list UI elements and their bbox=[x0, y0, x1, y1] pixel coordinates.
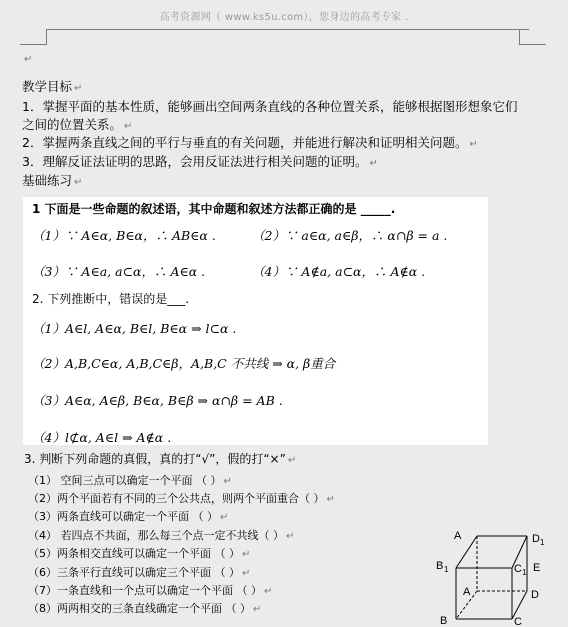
judge-item-7 bbox=[28, 582, 272, 598]
paragraph-mark: ↵ bbox=[286, 531, 295, 542]
judge-item-5 bbox=[28, 545, 250, 561]
paragraph-mark: ↵ bbox=[242, 568, 251, 579]
q1-option-4: （4）∵ A∉a, a⊂α，∴ A∉α . bbox=[252, 264, 426, 279]
judge-item-text: （3）两条直线可以确定一个平面 （ ） bbox=[28, 510, 218, 523]
judge-item-text: （7）一条直线和一个点可以确定一个平面 （ ） bbox=[28, 584, 262, 597]
label-a1: A bbox=[454, 530, 462, 542]
paragraph-mark: ↵ bbox=[287, 455, 297, 466]
paragraph-mark: ↵ bbox=[74, 83, 83, 94]
document-header: 高考资源网（ www.ks5u.com），您身边的高考专家 . bbox=[159, 12, 409, 23]
label-d1-sub: 1 bbox=[540, 538, 545, 547]
objective-1-line-2-text: 之间的位置关系。 bbox=[22, 117, 123, 132]
q1-option-3: （3）∵ A∈a, a⊂α，∴ A∈α . bbox=[32, 264, 206, 279]
label-c1: C bbox=[514, 563, 522, 575]
label-b1-sub: 1 bbox=[444, 565, 449, 574]
label-a: A bbox=[463, 586, 471, 598]
objective-1-line-1: 1．掌握平面的基本性质，能够画出空间两条直线的各种位置关系，能够根据图形想象它们 bbox=[22, 99, 518, 114]
label-b1: B bbox=[436, 560, 444, 572]
q1-stem: 1 下面是一些命题的叙述语，其中命题和叙述方法都正确的是 _____. bbox=[32, 202, 396, 216]
paragraph-mark: ↵ bbox=[264, 586, 273, 597]
judge-item-text: （4） 若四点不共面，那么每三个点一定不共线（ ） bbox=[28, 529, 284, 542]
paragraph-mark: ↵ bbox=[242, 549, 251, 560]
judge-item-text: （1） 空间三点可以确定一个平面 （ ） bbox=[28, 474, 222, 487]
q2-option-2: （2）A,B,C∈α, A,B,C∈β，A,B,C 不共线 ⇒ α, β重合 bbox=[32, 356, 336, 371]
judge-item-4 bbox=[28, 527, 294, 543]
paragraph-mark: ↵ bbox=[220, 512, 229, 523]
paragraph-mark: ↵ bbox=[223, 476, 232, 487]
judge-item-3 bbox=[28, 508, 228, 524]
paragraph-mark: ↵ bbox=[326, 494, 335, 505]
paragraph-mark: ↵ bbox=[369, 158, 378, 169]
label-c1-sub: 1 bbox=[522, 568, 527, 577]
paragraph-mark: ↵ bbox=[469, 139, 478, 150]
objectives-title-text: 教学目标 bbox=[22, 79, 73, 94]
q1-option-2: （2）∵ a∈α, a∈β，∴ α∩β = a . bbox=[252, 228, 448, 243]
label-d1: D bbox=[532, 533, 540, 545]
objective-1-line-2 bbox=[22, 117, 132, 134]
judge-item-8 bbox=[28, 600, 261, 616]
paragraph-mark: ↵ bbox=[253, 604, 262, 615]
objective-3-text: 3．理解反证法证明的思路，会用反证法进行相关问题的证明。 bbox=[22, 154, 368, 169]
crop-mark-left bbox=[46, 30, 47, 44]
q2-option-4: （4）l⊄α, A∈l ⇒ A∉α . bbox=[32, 430, 172, 445]
objectives-title bbox=[22, 79, 82, 96]
crop-mark-left-h bbox=[20, 44, 47, 45]
judge-item-6 bbox=[28, 564, 250, 580]
paragraph-mark: ↵ bbox=[74, 177, 83, 188]
header-rule bbox=[46, 29, 529, 30]
objective-3 bbox=[22, 154, 378, 171]
label-e: E bbox=[533, 562, 541, 574]
empty-paragraph-mark: ↵ bbox=[24, 54, 33, 65]
objective-2 bbox=[22, 135, 478, 152]
q1-option-1: （1）∵ A∈α, B∈α，∴ AB∈α . bbox=[32, 228, 216, 243]
paragraph-mark: ↵ bbox=[124, 121, 133, 132]
q2-stem: 2. 下列推断中，错误的是___. bbox=[32, 292, 190, 306]
label-d: D bbox=[531, 589, 539, 601]
practice-title bbox=[22, 173, 82, 190]
crop-mark-right-h bbox=[519, 44, 546, 45]
cube-figure bbox=[430, 525, 562, 627]
objective-2-text: 2．掌握两条直线之间的平行与垂直的有关问题，并能进行解决和证明相关问题。 bbox=[22, 135, 468, 150]
judge-item-2 bbox=[28, 490, 335, 506]
q2-option-3: （3）A∈α, A∈β, B∈α, B∈β ⇒ α∩β = AB . bbox=[32, 393, 283, 408]
practice-title-text: 基础练习 bbox=[22, 173, 73, 188]
crop-mark-right bbox=[519, 30, 520, 44]
judge-item-text: （6）三条平行直线可以确定三个平面 （ ） bbox=[28, 566, 240, 579]
judge-item-1 bbox=[28, 472, 232, 488]
judge-item-text: （8）两两相交的三条直线确定一个平面 （ ） bbox=[28, 602, 251, 615]
edge-c-d bbox=[512, 591, 527, 619]
judge-item-text: （5）两条相交直线可以确定一个平面 （ ） bbox=[28, 547, 240, 560]
judge-item-text: （2）两个平面若有不同的三个公共点，则两个平面重合（ ） bbox=[28, 492, 325, 505]
q2-option-1: （1）A∈l, A∈α, B∈l, B∈α ⇒ l⊂α . bbox=[32, 321, 237, 336]
judge-stem-text: 3. 判断下列命题的真假，真的打“√”，假的打“×” bbox=[24, 452, 286, 466]
label-b: B bbox=[440, 615, 448, 627]
label-c: C bbox=[514, 616, 522, 627]
judge-stem bbox=[24, 452, 296, 468]
